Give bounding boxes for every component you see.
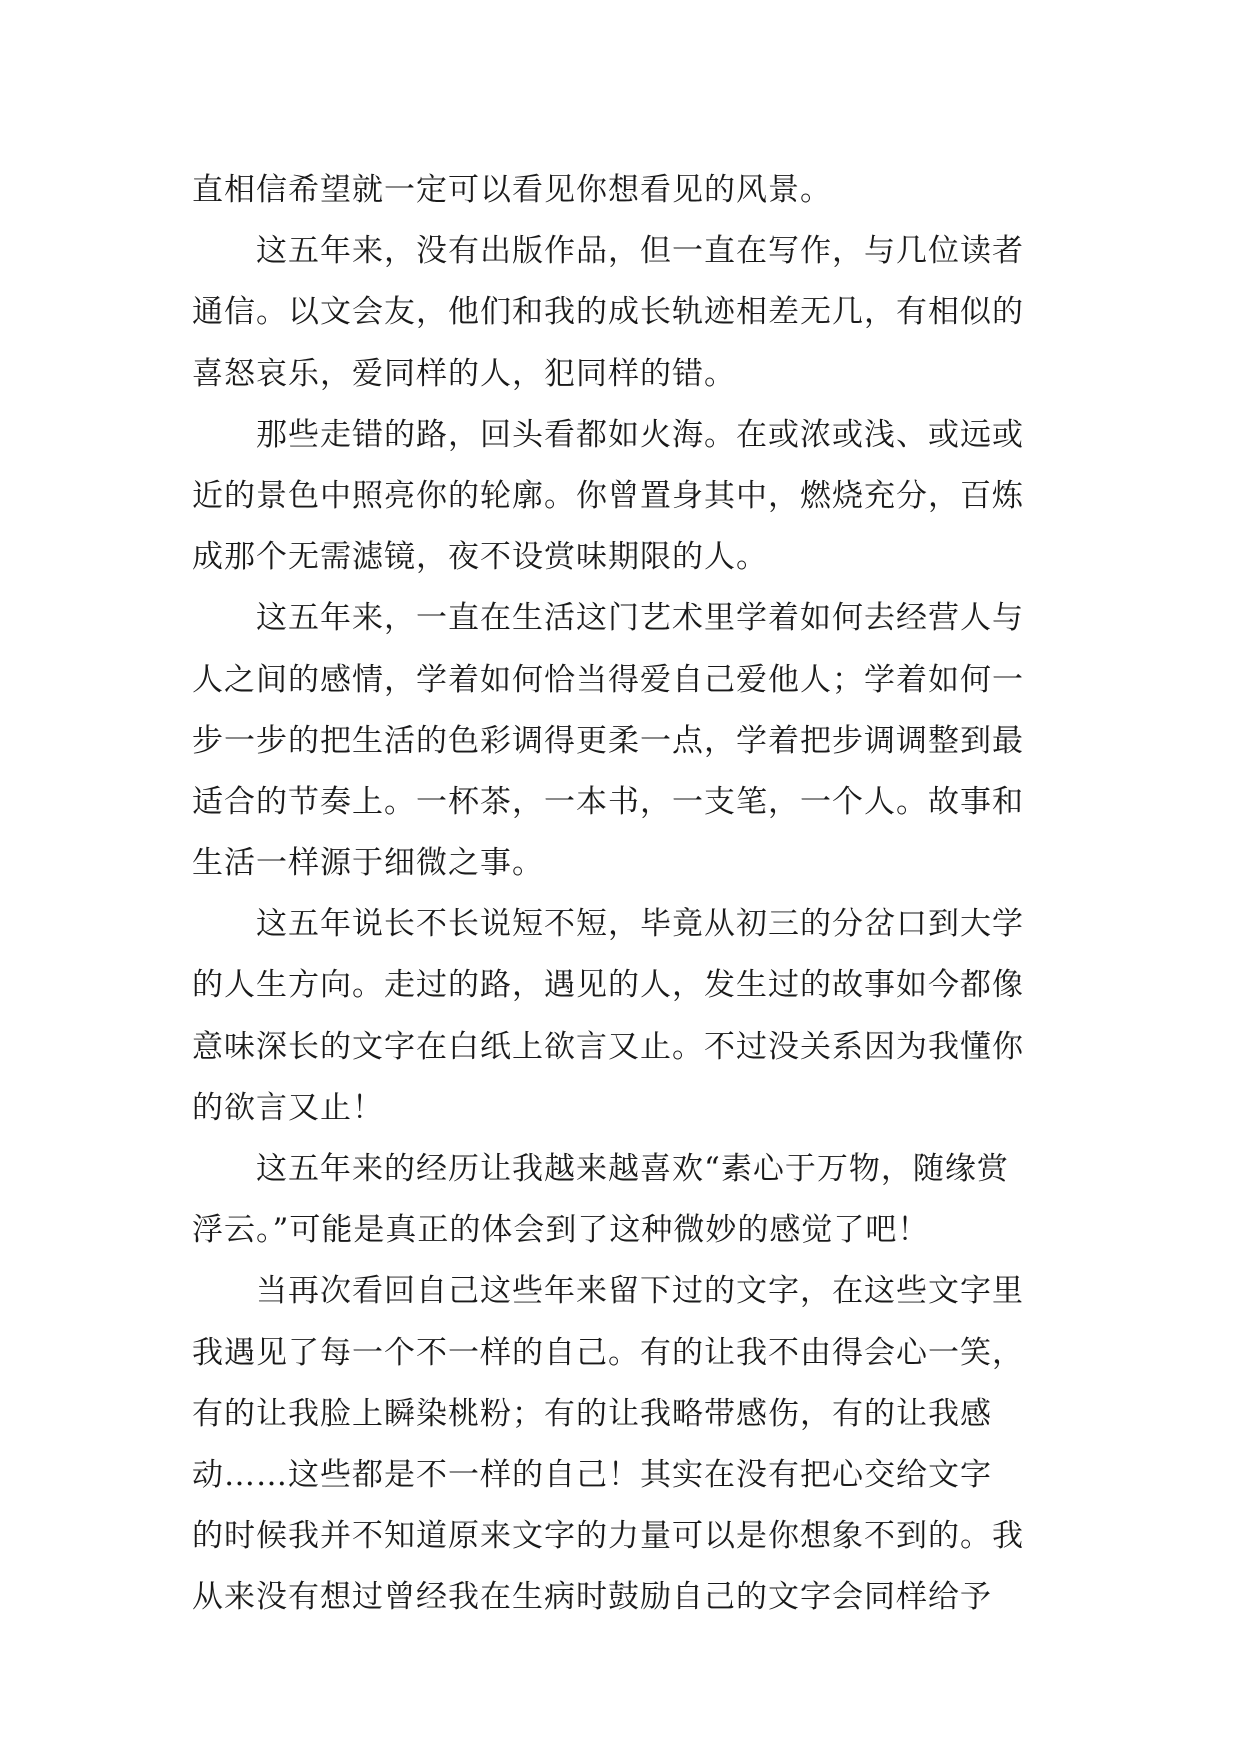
text-line: 有的让我脸上瞬染桃粉；有的让我略带感伤，有的让我感 <box>192 1395 992 1432</box>
text-line: 直相信希望就一定可以看见你想看见的风景。 <box>192 172 832 208</box>
paragraph-first-line: 当再次看回自己这些年来留下过的文字，在这些文字里 <box>256 1273 1024 1310</box>
text-line: 的人生方向。走过的路，遇见的人，发生过的故事如今都像 <box>192 967 1024 1004</box>
text-line: 成那个无需滤镜，夜不设赏味期限的人。 <box>192 539 768 576</box>
text-line: 动……这些都是不一样的自己！其实在没有把心交给文字 <box>192 1456 992 1493</box>
text-line: 步一步的把生活的色彩调得更柔一点，学着把步调调整到最 <box>192 722 1024 759</box>
paragraph-first-line: 这五年说长不长说短不短，毕竟从初三的分岔口到大学 <box>256 906 1024 943</box>
text-line: 浮云。”可能是真正的体会到了这种微妙的感觉了吧！ <box>192 1212 930 1249</box>
text-line: 的时候我并不知道原来文字的力量可以是你想象不到的。我 <box>192 1518 1024 1555</box>
paragraph-first-line: 这五年来，没有出版作品，但一直在写作，与几位读者 <box>256 233 1024 270</box>
text-line: 适合的节奏上。一杯茶，一本书，一支笔，一个人。故事和 <box>192 783 1024 820</box>
text-line: 通信。以文会友，他们和我的成长轨迹相差无几，有相似的 <box>192 294 1024 331</box>
paragraph-first-line: 这五年来的经历让我越来越喜欢“素心于万物，随缘赏 <box>256 1151 1009 1187</box>
paragraph-first-line: 这五年来，一直在生活这门艺术里学着如何去经营人与 <box>256 600 1024 637</box>
text-line: 生活一样源于细微之事。 <box>192 845 544 882</box>
text-line: 意味深长的文字在白纸上欲言又止。不过没关系因为我懂你 <box>192 1028 1024 1065</box>
paragraph-first-line: 那些走错的路，回头看都如火海。在或浓或浅、或远或 <box>256 416 1024 453</box>
body-text <box>192 160 1050 1629</box>
text-line: 的欲言又止！ <box>192 1089 384 1126</box>
text-line: 人之间的感情，学着如何恰当得爱自己爱他人；学着如何一 <box>192 661 1024 698</box>
text-line: 近的景色中照亮你的轮廓。你曾置身其中，燃烧充分，百炼 <box>192 477 1024 514</box>
text-line: 喜怒哀乐，爱同样的人，犯同样的错。 <box>192 355 736 392</box>
text-line: 我遇见了每一个不一样的自己。有的让我不由得会心一笑， <box>192 1334 1024 1371</box>
text-line: 从来没有想过曾经我在生病时鼓励自己的文字会同样给予 <box>192 1579 992 1616</box>
